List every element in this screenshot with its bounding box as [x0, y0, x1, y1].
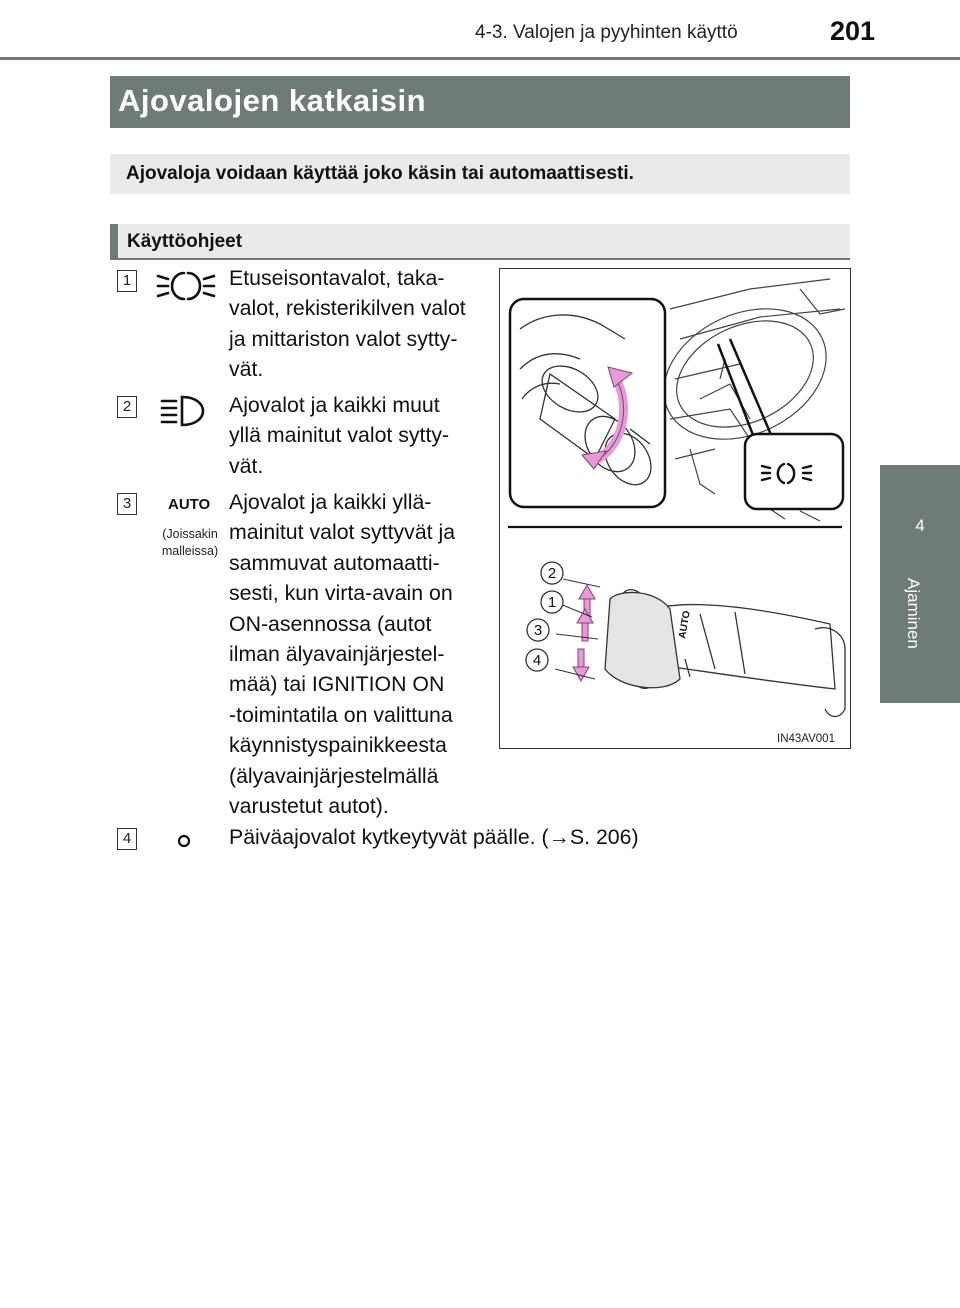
- intro-text: Ajovaloja voidaan käyttää joko käsin tai automaattisesti.: [126, 163, 634, 184]
- item-1-line: valot, rekisterikilven valot: [229, 296, 466, 321]
- subheading-bar: [110, 224, 118, 258]
- callout-4: 4: [532, 652, 542, 669]
- item-2-line: Ajovalot ja kaikki muut: [229, 393, 440, 417]
- illustration-drawing: [500, 269, 849, 747]
- chapter-number: 4: [915, 516, 925, 535]
- subheading-text: Käyttöohjeet: [127, 231, 243, 252]
- model-note-line: (Joissakin: [162, 527, 218, 541]
- page-title-bar: [110, 76, 850, 128]
- header-divider: [0, 57, 960, 60]
- item-text-4: Päiväajovalot kytkeytyvät päälle. (→S. 206): [229, 825, 639, 849]
- item-3-line: varustetut autot).: [229, 794, 389, 819]
- intro-box: [110, 154, 850, 194]
- headlight-icon: [158, 393, 210, 429]
- page-title: Ajovalojen katkaisin: [118, 83, 427, 118]
- item-3-line: mainitut valot syttyvät ja: [229, 520, 456, 545]
- switch-auto-label: AUTO: [677, 609, 693, 640]
- item-3-line: sammuvat automaatti-: [229, 550, 440, 575]
- zoom-box-hand: [510, 299, 665, 507]
- item-3-line: -toimintatila on valittuna: [229, 702, 453, 727]
- off-icon: [176, 833, 192, 849]
- item-1-line: Etuseisontavalot, taka-: [229, 266, 445, 290]
- item-number-4: 4: [117, 828, 137, 850]
- item-1-line: vät.: [229, 357, 264, 382]
- callout-1: 1: [547, 594, 557, 611]
- item-number-1: 1: [117, 270, 137, 292]
- item-3-line: sesti, kun virta-avain on: [229, 581, 453, 606]
- model-note: [155, 526, 225, 560]
- figure-code: IN43AV001: [777, 733, 835, 745]
- item-2-line: yllä mainitut valot sytty-: [229, 423, 450, 448]
- callout-2: 2: [547, 565, 557, 582]
- item-3-line: mää) tai IGNITION ON: [229, 672, 445, 697]
- page-number: 201: [830, 16, 876, 46]
- section-title: 4-3. Valojen ja pyyhinten käyttö: [475, 22, 738, 43]
- item-3-line: käynnistyspainikkeesta: [229, 733, 447, 758]
- auto-icon: AUTO: [168, 496, 211, 513]
- item-number-3: 3: [117, 493, 137, 515]
- model-note-line: malleissa): [161, 544, 219, 558]
- item-2-line: vät.: [229, 453, 264, 478]
- callout-3: 3: [533, 622, 543, 639]
- item-text-2: [229, 390, 480, 481]
- item-text-1: [229, 263, 480, 385]
- item-text-3: [229, 487, 480, 821]
- item-1-line: ja mittariston valot sytty-: [229, 326, 458, 351]
- item-3-line: ilman älyavainjärjestel-: [229, 642, 445, 667]
- chapter-label: Ajaminen: [904, 578, 923, 649]
- headlight-switch-illustration: [499, 268, 851, 749]
- subheading: [110, 224, 850, 260]
- item-3-line: ON-asennossa (autot: [229, 611, 432, 636]
- tail-light-icon: [156, 268, 216, 304]
- item-3-line: (älyavainjärjestelmällä: [229, 763, 439, 788]
- item-number-2: 2: [117, 396, 137, 418]
- item-3-line: Ajovalot ja kaikki yllä-: [229, 490, 432, 514]
